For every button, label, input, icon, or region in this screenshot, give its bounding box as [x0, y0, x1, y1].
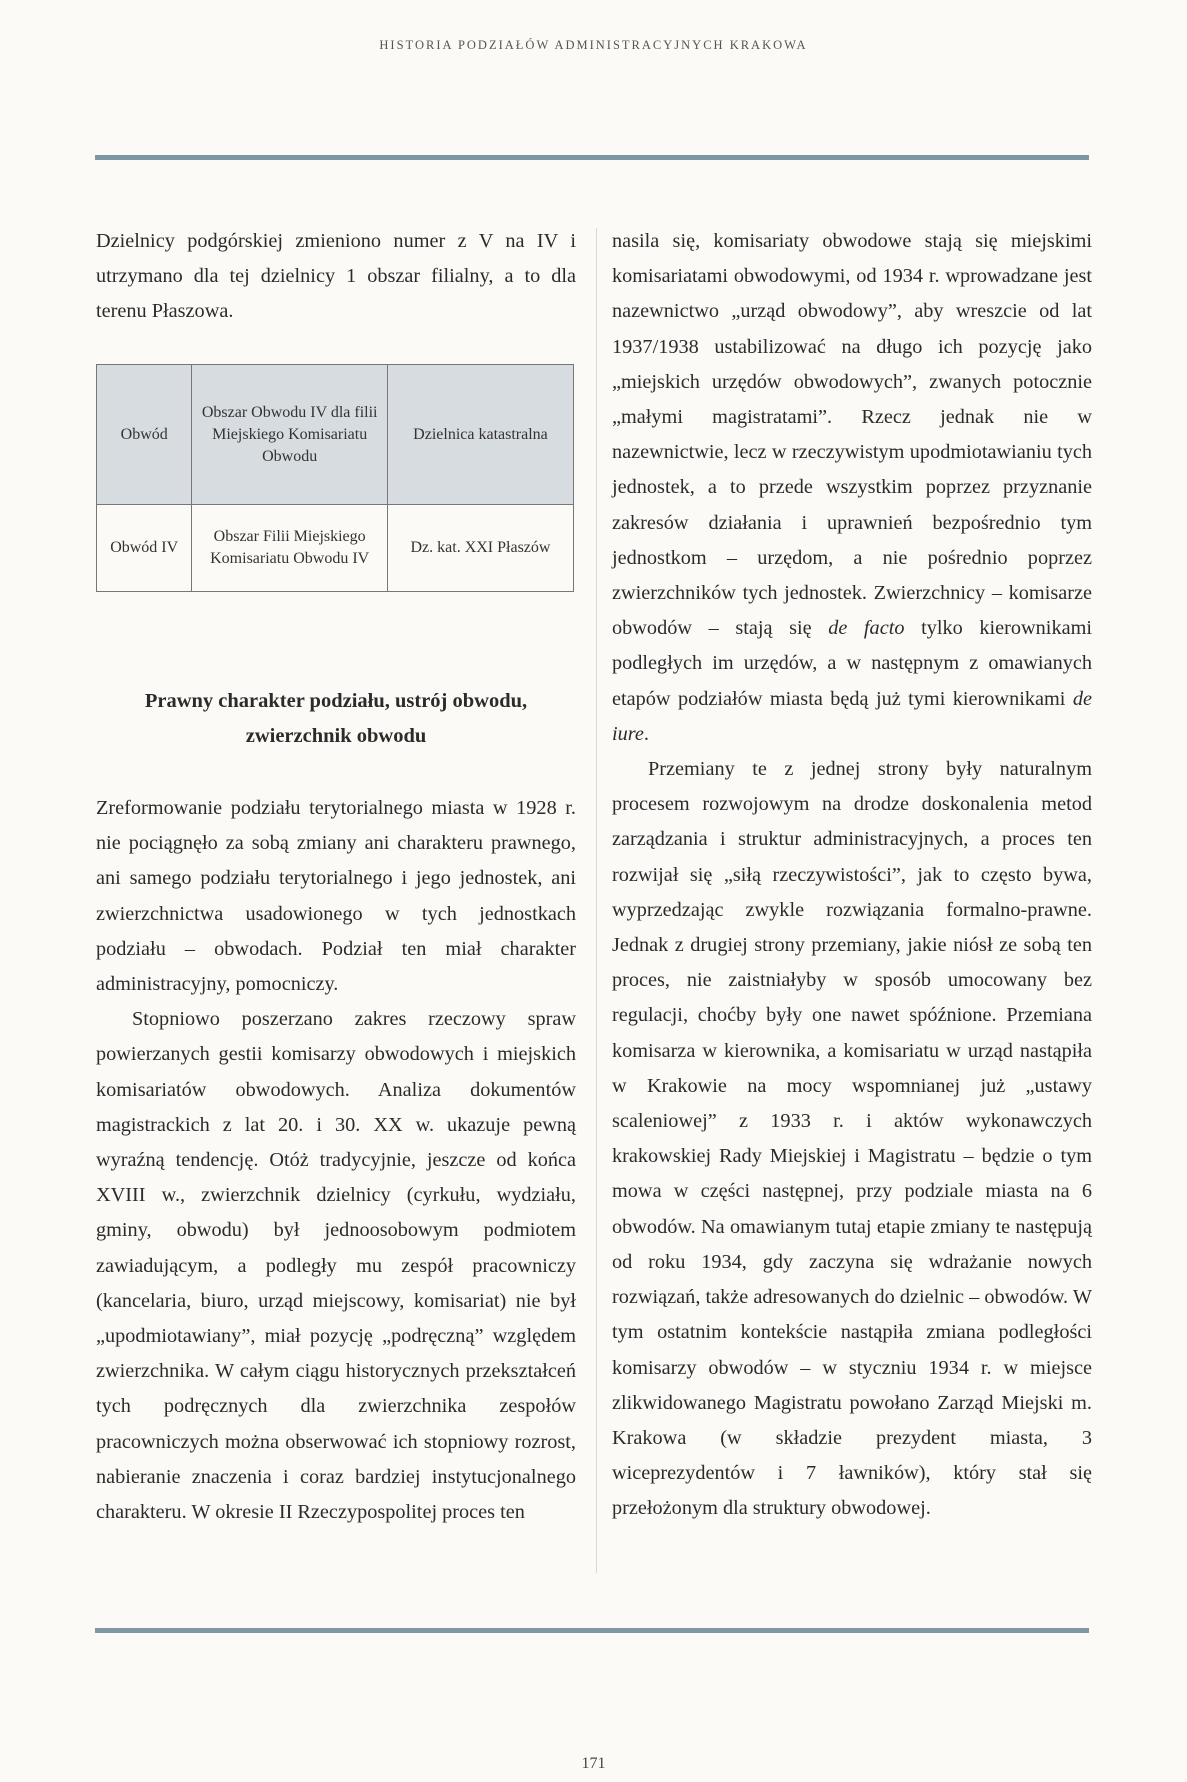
table-header-cell: Obszar Obwodu IV dla filii Miejskiego Komisariatu Obwodu [192, 365, 388, 505]
bottom-rule [95, 1628, 1089, 1633]
table-header-cell: Obwód [97, 365, 192, 505]
intro-paragraph: Dzielnicy podgórskiej zmieniono numer z V na IV i utrzymano dla tej dzielnicy 1 obszar filialny, a to dla terenu Płaszowa. [96, 230, 576, 323]
text-run: . [643, 722, 649, 745]
body-paragraph: Zreformowanie podziału terytorialnego miasta w 1928 r. nie pociągnęło za sobą zmiany ani charakteru prawnego, ani samego podziału terytorialnego i jego jednostek, ani zwierzchnictwa usadowionego w tych jednostkach podziału – obwodach. Podział ten miał charakter administracyjny, pomocniczy. [96, 797, 576, 996]
column-divider [596, 228, 597, 1573]
section-heading: Prawny charakter podziału, ustrój obwodu, zwierzchnik obwodu [144, 690, 528, 747]
table-cell: Obszar Filii Miejskiego Komisariatu Obwodu IV [192, 505, 388, 592]
page-number: 171 [581, 1755, 606, 1772]
table-row [97, 505, 574, 592]
left-column-body [96, 791, 576, 1530]
text-run: tylko kierownikami podległych im urzędów, a w następnym z omawianych etapów podziałów miasta będą już tymi kierownikami [612, 617, 1092, 710]
table-header-cell: Dzielnica katastralna [387, 365, 573, 505]
italic-term: de facto [828, 617, 905, 640]
district-table [96, 364, 574, 592]
left-column [96, 224, 576, 330]
body-paragraph [612, 224, 1092, 752]
right-column [612, 224, 1092, 1527]
italic-term: de iure [612, 687, 1092, 745]
text-run: nasila się, komisariaty obwodowe stają się miejskimi komisariatami obwodowymi, od 1934 r. wprowadzane jest nazewnictwo „urząd obwodowy”, aby wreszcie od lat 1937/1938 ustabilizować na długo ich pozycję jako „miejskich urzędów obwodowych”, zwanych potocznie „małymi magistratami”. Rzecz jednak nie w nazewnictwie, lecz w rzeczywistym upodmiotawianiu tych jednostek, a to przede wszystkim poprzez przyznanie zakresów działania i uprawnień bezpośrednio tym jednostkom – urzędom, a nie pośrednio poprzez zwierzchników tych jednostek. Zwierzchnicy – komisarze obwodów – stają się [612, 230, 1092, 640]
body-paragraph: Przemiany te z jednej strony były naturalnym procesem rozwojowym na drodze doskonalenia metod zarządzania i struktur administracyjnych, a proces ten rozwijał się „siłą rzeczywistości”, jak to często bywa, wyprzedzając zwykle rozwiązania formalno-prawne. Jednak z drugiej strony przemiany, jakie niósł ze sobą ten proces, nie zaistniałyby w sposób umocowany bez regulacji, choćby były one nawet spóźnione. Przemiana komisarza w kierownika, a komisariatu w urząd nastąpiła w Krakowie na mocy wspomnianej już „ustawy scaleniowej” z 1933 r. i aktów wykonawczych krakowskiej Rady Miejskiej i Magistratu – będzie o tym mowa w części następnej, przy podziale miasta na 6 obwodów. Na omawianym tutaj etapie zmiany te następują od roku 1934, gdy zaczyna się wdrażanie nowych rozwiązań, także adresowanych do dzielnic – obwodów. W tym ostatnim kontekście nastąpiła zmiana podległości komisarzy obwodów – w styczniu 1934 r. w miejsce zlikwidowanego Magistratu powołano Zarząd Miejski m. Krakowa (w składzie prezydent miasta, 3 wiceprezydentów i 7 ławników), który stał się przełożonym dla struktury obwodowej. [612, 758, 1092, 1520]
running-header: HISTORIA PODZIAŁÓW ADMINISTRACYJNYCH KRAKOWA [379, 38, 808, 52]
table-cell: Obwód IV [97, 505, 192, 592]
top-rule [95, 155, 1089, 160]
table-header-row [97, 365, 574, 505]
body-paragraph: Stopniowo poszerzano zakres rzeczowy spraw powierzanych gestii komisarzy obwodowych i miejskich komisariatów obwodowych. Analiza dokumentów magistrackich z lat 20. i 30. XX w. ukazuje pewną wyraźną tendencję. Otóż tradycyjnie, jeszcze od końca XVIII w., zwierzchnik dzielnicy (cyrkułu, wydziału, gminy, obwodu) był jednoosobowym podmiotem zawiadującym, a podległy mu zespół pracowniczy (kancelaria, biuro, urząd miejscowy, komisariat) nie był „upodmiotawiany”, miał pozycję „podręczną” względem zwierzchnika. W całym ciągu historycznych przekształceń tych podręcznych dla zwierzchnika zespołów pracowniczych można obserwować ich stopniowy rozrost, nabieranie znaczenia i coraz bardziej instytucjonalnego charakteru. W okresie II Rzeczypospolitej proces ten [96, 1008, 576, 1524]
table-cell: Dz. kat. XXI Płaszów [387, 505, 573, 592]
